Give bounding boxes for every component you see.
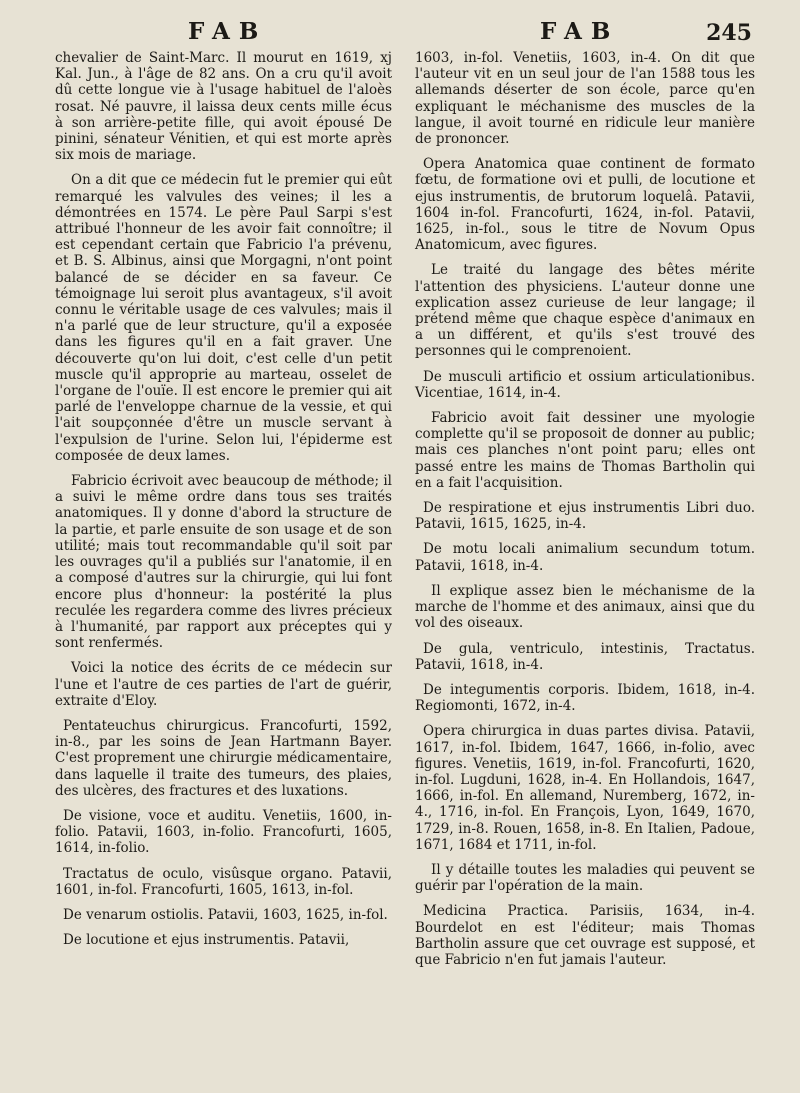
bibliography-entry: Opera chirurgica in duas partes divisa. Patavii, 1617, in-fol. Ibidem, 1647, 1666, in-folio, avec figures. Venetiis, 1619, in-fol. Francofurti, 1620, in-fol. Lugduni, 1628, in-4. En Hollandois, 1647, 1666, in-fol. En allemand, Nuremberg, 1672, in-4., 1716, in-fol. En François, Lyon, 1649, 1670, 1729, in-8. Rouen, 1658, in-8. En Italien, Padoue, 1671, 1684 et 1711, in-fol. — [415, 723, 755, 853]
bibliography-entry: Pentateuchus chirurgicus. Francofurti, 1592, in-8., par les soins de Jean Hartmann Bayer. C'est proprement une chirurgie médicamentaire, dans laquelle il traite des tumeurs, des plaies, des ulcères, des fractures et des luxations. — [55, 717, 392, 799]
bibliography-entry: De musculi artificio et ossium articulationibus. Vicentiae, 1614, in-4. — [415, 368, 755, 401]
left-column — [55, 50, 392, 957]
paragraph: Il y détaille toutes les maladies qui peuvent se guérir par l'opération de la main. — [415, 861, 755, 895]
bibliography-entry: De motu locali animalium secundum totum. Patavii, 1618, in-4. — [415, 541, 755, 574]
paragraph: On a dit que ce médecin fut le premier qui eût remarqué les valvules des veines; il les a démontrées en 1574. Le père Paul Sarpi s'est attribué l'honneur de les avoir fait connoître; il est cependant certain que Fabricio l'a prévenu, et B. S. Albinus, ainsi que Morgagni, n'ont point balancé de se décider en sa faveur. Ce témoignage lui seroit plus avantageux, s'il avoit connu le véritable usage de ces valvules; mais il n'a parlé que de leur structure, qu'il a exposée dans les figures qu'il en a fait graver. Une découverte qu'on lui doit, c'est celle d'un petit muscle qu'il approprie au marteau, osselet de l'organe de l'ouïe. Il est encore le premier qui ait parlé de l'enveloppe charnue de la vessie, et qui l'ait soupçonnée d'être un muscle servant à l'expulsion de l'urine. Selon lui, l'épiderme est composée de deux lames. — [55, 172, 392, 464]
right-column — [415, 50, 755, 977]
running-header — [40, 18, 760, 50]
paragraph: Voici la notice des écrits de ce médecin sur l'une et l'autre de ces parties de l'art de guérir, extraite d'Eloy. — [55, 660, 392, 709]
paragraph: Fabricio avoit fait dessiner une myologie complette qu'il se proposoit de donner au public; mais ces planches n'ont point paru; elles ont passé entre les mains de Thomas Bartholin qui en a fait l'acquisition. — [415, 410, 755, 491]
bibliography-entry: Opera Anatomica quae continent de formato fœtu, de formatione ovi et pulli, de locutione et ejus instrumentis, de brutorum loquelâ. Patavii, 1604 in-fol. Francofurti, 1624, in-fol. Patavii, 1625, in-fol., sous le titre de Novum Opus Anatomicum, avec figures. — [415, 156, 755, 254]
bibliography-entry: De integumentis corporis. Ibidem, 1618, in-4. Regiomonti, 1672, in-4. — [415, 681, 755, 715]
paragraph: chevalier de Saint-Marc. Il mourut en 1619, xj Kal. Jun., à l'âge de 82 ans. On a cru qu'il avoit dû cette longue vie à l'usage habituel de l'aloès rosat. Né pauvre, il laissa deux cents mille écus à son arrière-petite fille, qui avoit épousé De pinini, sénateur Vénitien, et qui est morte après six mois de mariage. — [55, 50, 392, 164]
bibliography-entry: De venarum ostiolis. Patavii, 1603, 1625, in-fol. — [63, 906, 388, 923]
page-number: 245 — [706, 20, 752, 46]
paragraph: Fabricio écrivoit avec beaucoup de méthode; il a suivi le même ordre dans tous ses traités anatomiques. Il y donne d'abord la structure de la partie, et parle ensuite de son usage et de son utilité; mais tout recommandable qu'il soit par les ouvrages qu'il a publiés sur l'anatomie, il en a composé d'autres sur la chirurgie, qui lui font encore plus d'honneur: la postérité la plus reculée les regardera comme des livres précieux à l'humanité, par rapport aux préceptes qui y sont renfermés. — [55, 473, 392, 652]
bibliography-entry: Medicina Practica. Parisiis, 1634, in-4. Bourdelot en est l'éditeur; mais Thomas Bartholin assure que cet ouvrage est supposé, et que Fabricio n'en fut jamais l'auteur. — [415, 903, 755, 968]
running-head-right: FAB — [540, 18, 620, 45]
bibliography-entry: De visione, voce et auditu. Venetiis, 1600, in-folio. Patavii, 1603, in-folio. Francofurti, 1605, 1614, in-folio. — [55, 807, 392, 857]
bibliography-entry: De respiratione et ejus instrumentis Libri duo. Patavii, 1615, 1625, in-4. — [415, 500, 755, 533]
bibliography-entry: Tractatus de oculo, visûsque organo. Patavii, 1601, in-fol. Francofurti, 1605, 1613, in-fol. — [55, 865, 392, 898]
bibliography-entry: De locutione et ejus instrumentis. Patavii, — [63, 932, 350, 949]
paragraph: 1603, in-fol. Venetiis, 1603, in-4. On dit que l'auteur vit en un seul jour de l'an 1588 tous les allemands déserter de son école, parce qu'en expliquant le méchanisme des muscles de la langue, il avoit tourné en ridicule leur manière de prononcer. — [415, 50, 755, 148]
paragraph: Le traité du langage des bêtes mérite l'attention des physiciens. L'auteur donne une explication assez curieuse de leur langage; il prétend même que chaque espèce d'animaux en a un différent, et qu'ils s'est trouvé des personnes qui le comprenoient. — [415, 262, 755, 360]
bibliography-entry: De gula, ventriculo, intestinis, Tractatus. Patavii, 1618, in-4. — [415, 640, 755, 673]
paragraph: Il explique assez bien le méchanisme de la marche de l'homme et des animaux, ainsi que du vol des oiseaux. — [415, 582, 755, 632]
running-head-left: FAB — [188, 18, 268, 45]
